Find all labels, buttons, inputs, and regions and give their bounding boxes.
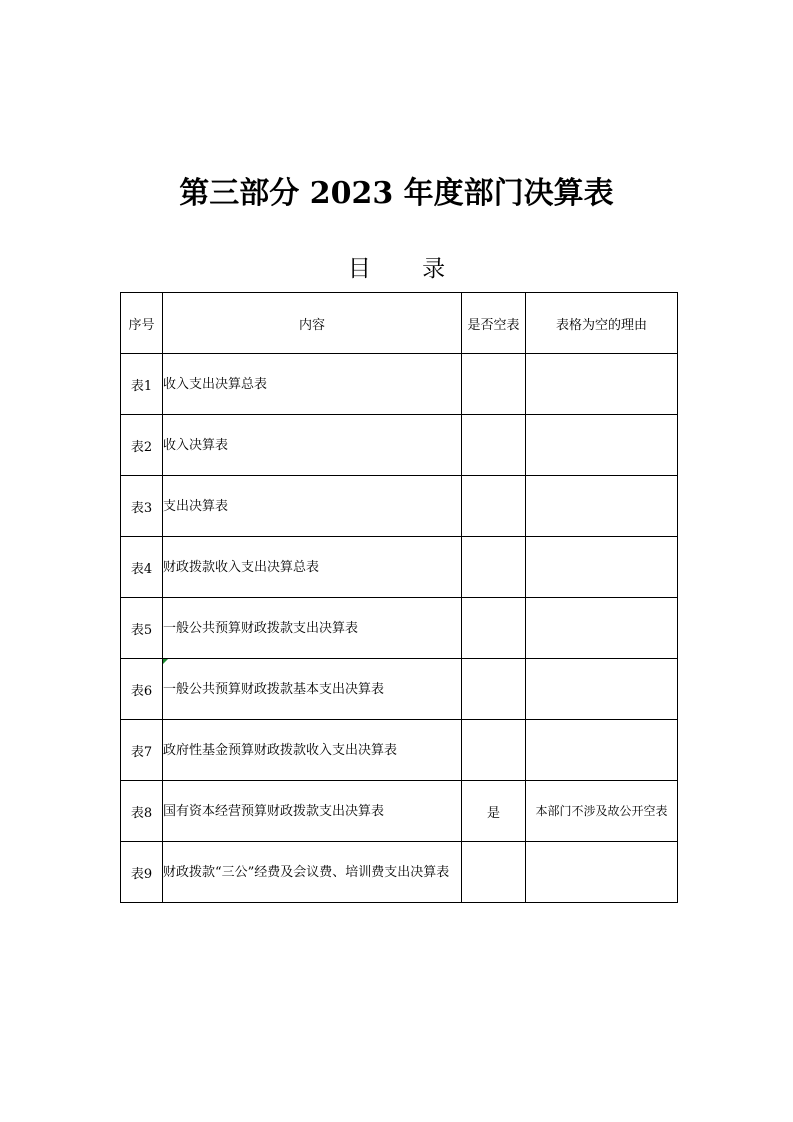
row-seq: 表6 (121, 659, 163, 720)
header-content: 内容 (163, 293, 462, 354)
page-title: 第三部分 2023 年度部门决算表 (179, 176, 614, 211)
row-reason: 本部门不涉及故公开空表 (526, 781, 678, 842)
table-row (121, 842, 678, 903)
row-content: 财政拨款“三公”经费及会议费、培训费支出决算表 (163, 842, 462, 903)
row-reason (526, 415, 678, 476)
row-reason (526, 842, 678, 903)
table-row (121, 598, 678, 659)
row-content: 收入支出决算总表 (163, 354, 462, 415)
row-seq: 表7 (121, 720, 163, 781)
table-row (121, 415, 678, 476)
row-seq: 表9 (121, 842, 163, 903)
row-seq: 表4 (121, 537, 163, 598)
row-content (163, 659, 462, 720)
row-is-empty (462, 354, 526, 415)
row-is-empty (462, 537, 526, 598)
table-row (121, 354, 678, 415)
row-seq: 表2 (121, 415, 163, 476)
comment-marker-icon (163, 659, 168, 664)
row-reason (526, 476, 678, 537)
row-content: 收入决算表 (163, 415, 462, 476)
row-seq: 表1 (121, 354, 163, 415)
header-is-empty: 是否空表 (462, 293, 526, 354)
row-is-empty (462, 720, 526, 781)
row-is-empty: 是 (462, 781, 526, 842)
row-content: 财政拨款收入支出决算总表 (163, 537, 462, 598)
row-is-empty (462, 659, 526, 720)
header-seq: 序号 (121, 293, 163, 354)
table-row (121, 476, 678, 537)
row-seq: 表3 (121, 476, 163, 537)
row-is-empty (462, 415, 526, 476)
row-is-empty (462, 476, 526, 537)
row-content: 国有资本经营预算财政拨款支出决算表 (163, 781, 462, 842)
table-row (121, 781, 678, 842)
row-reason (526, 598, 678, 659)
row-content: 一般公共预算财政拨款支出决算表 (163, 598, 462, 659)
row-reason (526, 354, 678, 415)
row-reason (526, 720, 678, 781)
row-is-empty (462, 842, 526, 903)
row-reason (526, 537, 678, 598)
row-seq: 表8 (121, 781, 163, 842)
row-content-text: 一般公共预算财政拨款基本支出决算表 (163, 681, 385, 697)
table-row (121, 659, 678, 720)
row-content: 支出决算表 (163, 476, 462, 537)
row-is-empty (462, 598, 526, 659)
table-row (121, 720, 678, 781)
table-row (121, 537, 678, 598)
row-reason (526, 659, 678, 720)
table-header-row (121, 293, 678, 354)
header-reason: 表格为空的理由 (526, 293, 678, 354)
toc-table (120, 292, 678, 903)
row-seq: 表5 (121, 598, 163, 659)
toc-heading: 目 录 (347, 256, 468, 282)
row-content: 政府性基金预算财政拨款收入支出决算表 (163, 720, 462, 781)
